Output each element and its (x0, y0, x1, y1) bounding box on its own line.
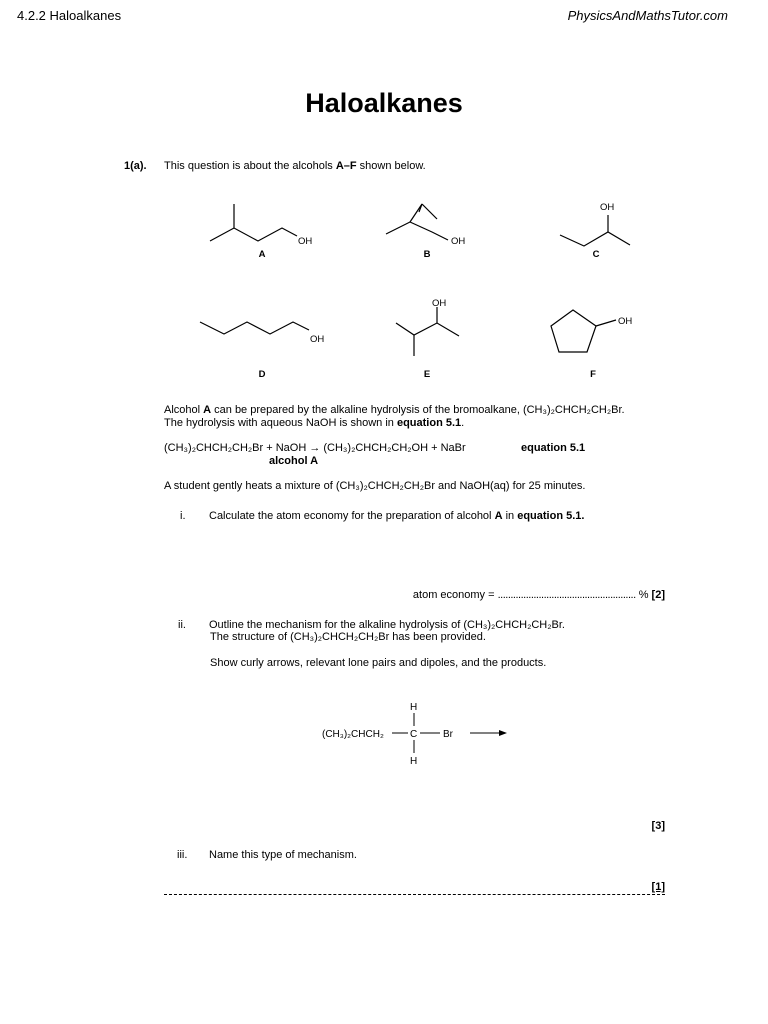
part-iii-marks: [1] (651, 881, 665, 893)
label-a: A (258, 249, 266, 260)
structure-c (560, 232, 630, 246)
part-ii-line-1: Outline the mechanism for the alkaline hydrolysis of (CH₃)₂CHCH₂CH₂Br. (209, 619, 565, 631)
label-e: E (423, 369, 431, 380)
structure-b-branch-1 (410, 204, 422, 222)
part-i-marks: [2] (651, 589, 665, 601)
part-i-question: Calculate the atom economy for the preparation of alcohol A in equation 5.1. (209, 510, 585, 522)
structure-a (210, 228, 297, 241)
part-iii-number: iii. (177, 849, 188, 861)
oh-b: OH (451, 236, 466, 247)
part-ii-line-2: The structure of (CH₃)₂CHCH₂CH₂Br has been provided. (210, 631, 486, 643)
mechanism-bromine: Br (443, 729, 453, 740)
mechanism-carbon: C (410, 729, 418, 740)
mechanism-h-top: H (410, 702, 418, 713)
label-f: F (590, 369, 596, 380)
mechanism-group: (CH₃)₂CHCH₂ (322, 729, 384, 740)
structure-b (386, 222, 448, 240)
oh-c: OH (600, 202, 615, 213)
structure-d (200, 322, 309, 334)
oh-d: OH (310, 334, 325, 345)
label-b: B (423, 249, 431, 260)
label-d: D (258, 369, 266, 380)
structure-f-ring (551, 310, 596, 352)
mechanism-h-bottom: H (410, 756, 418, 767)
page-title: Haloalkanes (305, 88, 463, 118)
question-intro: This question is about the alcohols A–F shown below. (164, 160, 426, 172)
part-iii-question: Name this type of mechanism. (209, 849, 357, 861)
reaction-arrow-head (499, 730, 507, 736)
question-number: 1(a). (124, 160, 147, 172)
structure-b-branch-2 (422, 204, 437, 219)
answer-line-part-iii[interactable] (164, 894, 665, 895)
hydrolysis-line-2: The hydrolysis with aqueous NaOH is shown in equation 5.1. (164, 417, 465, 429)
structure-e (396, 323, 459, 336)
part-ii-marks: [3] (651, 820, 665, 832)
structure-f-oh-bond (596, 320, 616, 326)
header-right: PhysicsAndMathsTutor.com (567, 8, 728, 23)
part-ii-line-3: Show curly arrows, relevant lone pairs and dipoles, and the products. (210, 657, 547, 669)
product-label: alcohol A (269, 455, 319, 467)
oh-e: OH (432, 298, 447, 309)
atom-economy-answer-line[interactable]: atom economy = ...................................................... % [2] (412, 589, 665, 601)
equation-text: (CH₃)₂CHCH₂CH₂Br + NaOH → (CH₃)₂CHCH₂CH₂OH + NaBr (164, 442, 466, 454)
hydrolysis-line-1: Alcohol A can be prepared by the alkaline hydrolysis of the bromoalkane, (CH₃)₂CHCH₂CH₂Br. (164, 404, 625, 416)
label-c: C (592, 249, 600, 260)
equation-tag: equation 5.1 (521, 442, 586, 454)
alcohol-structures (0, 190, 768, 385)
student-text: A student gently heats a mixture of (CH₃)₂CHCH₂CH₂Br and NaOH(aq) for 25 minutes. (164, 480, 586, 492)
oh-f: OH (618, 316, 633, 327)
part-ii-number: ii. (178, 619, 186, 631)
mechanism-structure (300, 695, 530, 775)
header-left: 4.2.2 Haloalkanes (17, 8, 122, 23)
oh-a: OH (298, 236, 313, 247)
part-i-number: i. (180, 510, 186, 522)
